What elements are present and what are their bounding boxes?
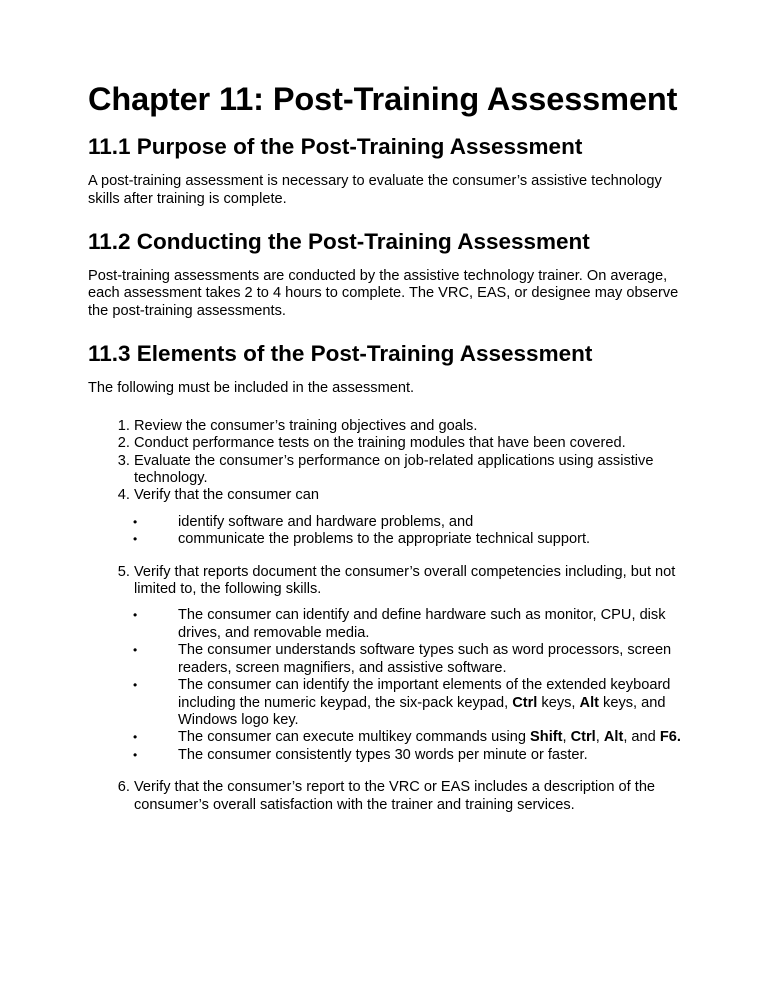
bullet-icon: • bbox=[133, 678, 138, 693]
bullet-icon: • bbox=[133, 608, 138, 623]
key-f6: F6. bbox=[659, 729, 681, 746]
bullet-icon: • bbox=[133, 514, 138, 529]
section-heading-11-1: 11.1 Purpose of the Post-Training Assessment bbox=[88, 134, 583, 159]
key-ctrl: Ctrl bbox=[512, 694, 538, 711]
key-shift: Shift bbox=[530, 729, 563, 746]
step-item: 4. Verify that the consumer can • identify software and hardware problems, and • communicate the problems to the appropriate technical support. bbox=[134, 487, 692, 548]
section-heading-11-2: 11.2 Conducting the Post-Training Assessment bbox=[88, 228, 590, 254]
chapter-title: Chapter 11: Post-Training Assessment bbox=[88, 81, 678, 117]
step-item: 5. Verify that reports document the consumer’s overall competencies including, but not limited to, the following skills. • The consumer can identify and define hardware such as monitor, CPU, disk drives, and removable media. • The consumer understands software types such as word processors, screen readers, screen magnifiers, and assistive software. • The consumer can identify the important elements of the extended keyboard including the numeric keypad, the six-pack keypad, Ctrl keys, Alt keys, and Windows logo key. • The consumer can execute multikey commands using Shift, Ctrl, Alt, and F6. • The consumer consistently types 30 words per minute or faster. bbox=[134, 564, 692, 764]
key-ctrl: Ctrl bbox=[570, 729, 596, 746]
bullet-item: • The consumer consistently types 30 words per minute or faster. bbox=[133, 746, 588, 763]
bullet-icon: • bbox=[133, 532, 138, 547]
bullet-item: • The consumer can identify and define hardware such as monitor, CPU, disk drives, and removable media. bbox=[133, 607, 666, 641]
step-item: 1. Review the consumer’s training objectives and goals. bbox=[134, 418, 692, 435]
assessment-steps-list bbox=[88, 418, 692, 814]
bullet-icon: • bbox=[133, 730, 138, 745]
bullet-icon: • bbox=[133, 643, 138, 658]
bullet-item: • identify software and hardware problems, and bbox=[133, 513, 474, 530]
bullet-item: • The consumer can execute multikey commands using Shift, Ctrl, Alt, and F6. bbox=[133, 729, 681, 746]
bullet-item: • communicate the problems to the appropriate technical support. bbox=[133, 531, 591, 548]
section-body-11-1: A post-training assessment is necessary to evaluate the consumer’s assistive technology skills after training is complete. bbox=[88, 173, 662, 207]
bullet-item: • The consumer can identify the important elements of the extended keyboard including the numeric keypad, the six-pack keypad, Ctrl keys, Alt keys, and Windows logo key. bbox=[133, 677, 671, 728]
step-5-bullet-list bbox=[134, 607, 692, 764]
bullet-item: • The consumer understands software types such as word processors, screen readers, screen magnifiers, and assistive software. bbox=[133, 642, 672, 676]
step-item: 3. Evaluate the consumer’s performance on job-related applications using assistive technology. bbox=[134, 453, 692, 488]
section-body-11-2: Post-training assessments are conducted by the assistive technology trainer. On average, each assessment takes 2 to 4 hours to complete. The VRC, EAS, or designee may observe the post-training assessments. bbox=[88, 268, 679, 319]
step-item: 2. Conduct performance tests on the training modules that have been covered. bbox=[134, 435, 692, 452]
key-alt: Alt bbox=[579, 694, 599, 711]
step-4-bullet-list bbox=[134, 514, 692, 549]
section-heading-11-3: 11.3 Elements of the Post-Training Assessment bbox=[88, 341, 593, 367]
key-alt: Alt bbox=[603, 729, 624, 746]
section-body-11-3: The following must be included in the assessment. bbox=[88, 380, 415, 397]
step-item: 6. Verify that the consumer’s report to the VRC or EAS includes a description of the consumer’s overall satisfaction with the trainer and training services. bbox=[134, 779, 692, 814]
bullet-icon: • bbox=[133, 747, 138, 762]
